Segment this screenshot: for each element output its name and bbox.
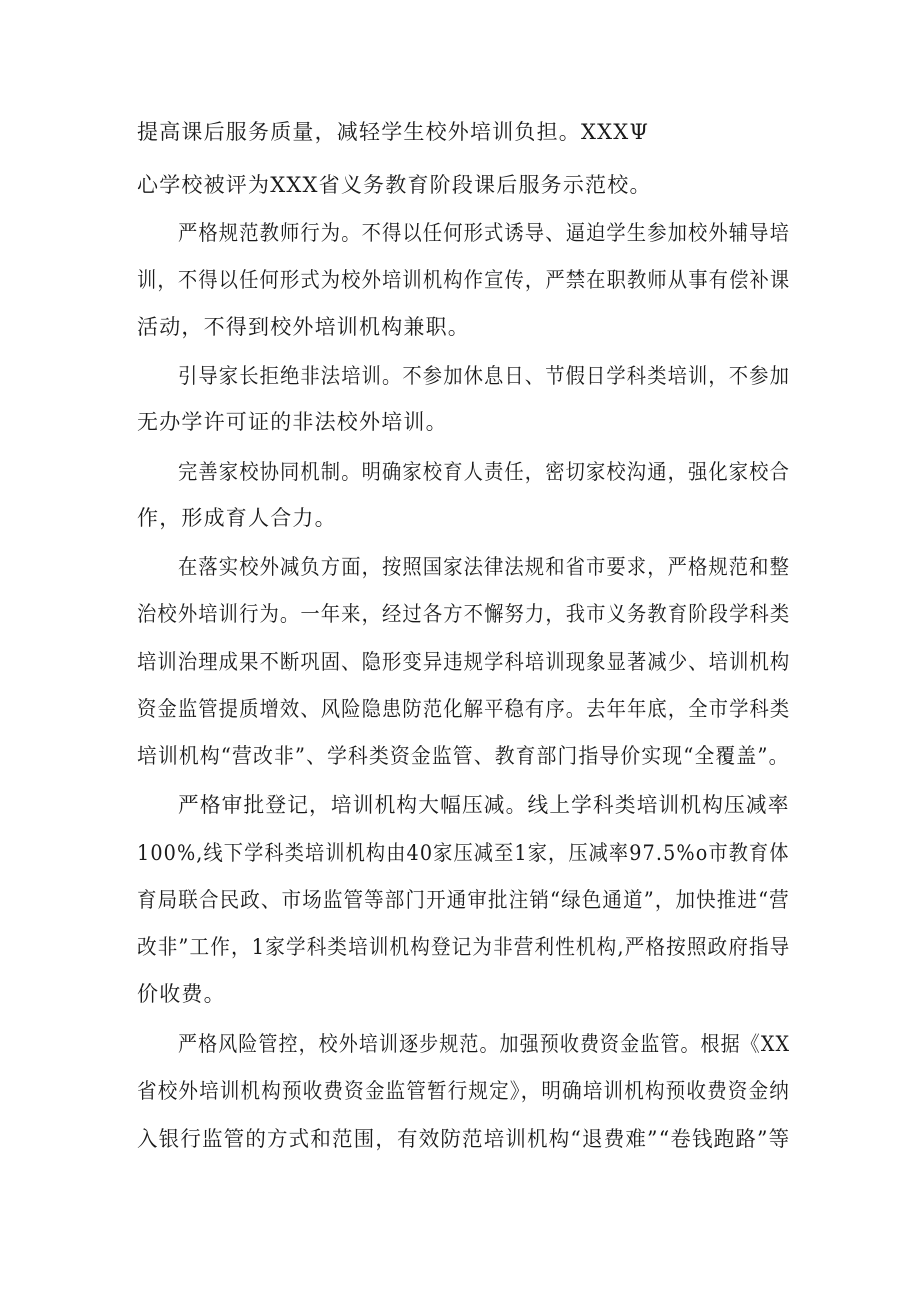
text-line: 心学校被评为XXX省义务教育阶段课后服务示范校。 <box>137 173 652 197</box>
paragraph-first-line: 严格审批登记，培训机构大幅压减。线上学科类培训机构压减率 <box>178 793 790 817</box>
text-line: 培训治理成果不断巩固、隐形变异违规学科培训现象显著减少、培训机构 <box>137 650 791 674</box>
text-line: 入银行监管的方式和范围，有效防范培训机构“退费难”“卷钱跑路”等 <box>137 1127 791 1151</box>
text-line: 提高课后服务质量，减轻学生校外培训负担。XXXΨ <box>137 120 650 144</box>
text-line: 活动，不得到校外培训机构兼职。 <box>137 315 470 339</box>
text-line: 训，不得以任何形式为校外培训机构作宣传，严禁在职教师从事有偿补课 <box>137 268 791 292</box>
text-line: 省校外培训机构预收费资金监管暂行规定》，明确培训机构预收费资金纳 <box>137 1079 790 1103</box>
text-line: 无办学许可证的非法校外培训。 <box>137 410 448 434</box>
text-line: 价收费。 <box>137 982 226 1006</box>
text-line: 育局联合民政、市场监管等部门开通审批注销“绿色通道”，加快推进“营 <box>137 888 790 912</box>
text-line: 治校外培训行为。一年来，经过各方不懈努力，我市义务教育阶段学科类 <box>137 602 791 626</box>
text-line: 改非”工作，1家学科类培训机构登记为非营利性机构,严格按照政府指导 <box>137 935 791 959</box>
text-line: 100%,线下学科类培训机构由40家压减至1家，压减率97.5%o市教育体 <box>137 841 790 865</box>
text-line: 作，形成育人合力。 <box>137 506 337 530</box>
paragraph-first-line: 严格风险管控，校外培训逐步规范。加强预收费资金监管。根据《XX <box>178 1032 791 1056</box>
paragraph-first-line: 引导家长拒绝非法培训。不参加休息日、节假日学科类培训，不参加 <box>178 364 790 388</box>
paragraph-first-line: 在落实校外减负方面，按照国家法律法规和省市要求，严格规范和整 <box>178 555 790 579</box>
text-line: 培训机构“营改非”、学科类资金监管、教育部门指导价实现“全覆盖”。 <box>137 744 790 768</box>
paragraph-first-line: 完善家校协同机制。明确家校育人责任，密切家校沟通，强化家校合 <box>178 460 790 484</box>
paragraph-first-line: 严格规范教师行为。不得以任何形式诱导、逼迫学生参加校外辅导培 <box>178 221 790 245</box>
text-line: 资金监管提质增效、风险隐患防范化解平稳有序。去年年底，全市学科类 <box>137 697 791 721</box>
